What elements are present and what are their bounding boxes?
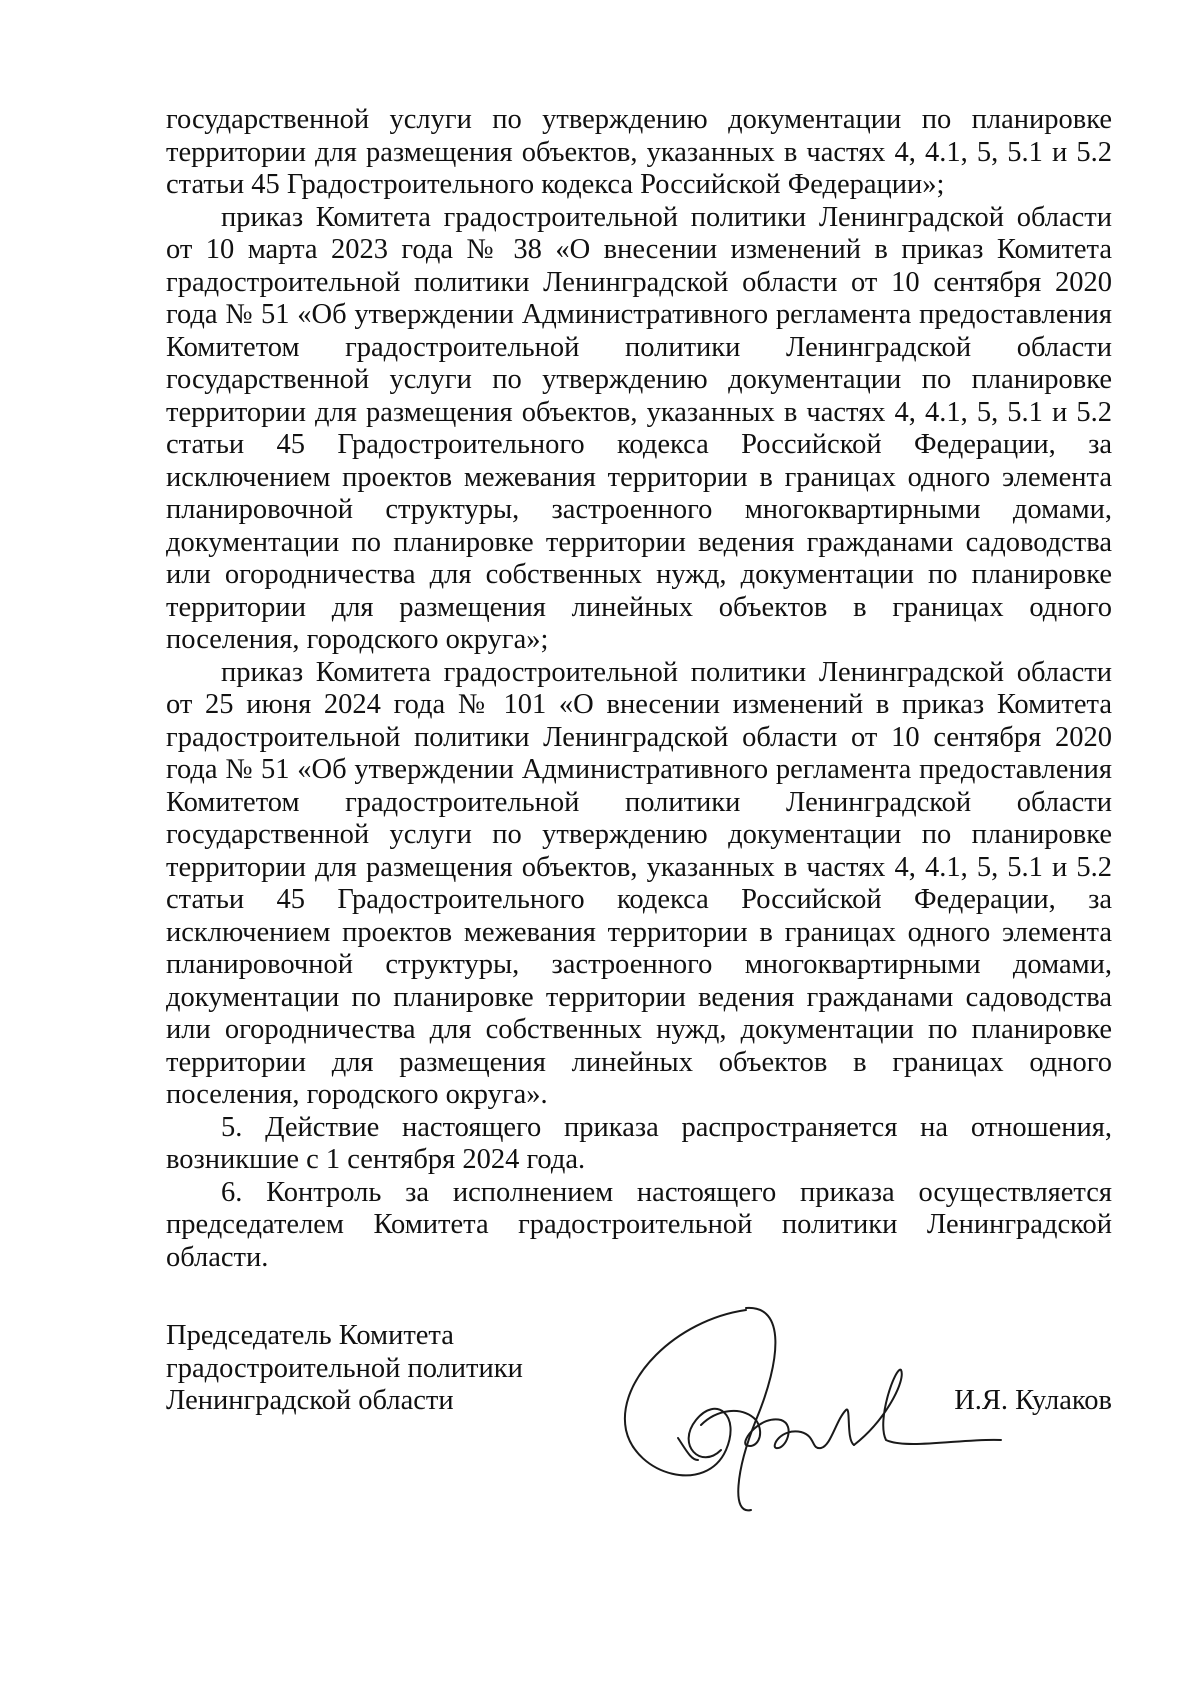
- signer-title-line: Ленинградской области: [166, 1385, 454, 1416]
- signature-block: [166, 1320, 1112, 1500]
- signer-title-line: Председатель Комитета: [166, 1320, 454, 1351]
- paragraph-item-5: 5. Действие настоящего приказа распространяется на отношения, возникшие с 1 сентября 2024 года.: [166, 1111, 1112, 1175]
- paragraph-order-2023: приказ Комитета градостроительной политики Ленинградской области от 10 марта 2023 года № 38 «О внесении изменений в приказ Комитета градостроительной политики Ленинградской области от 10 сентября 2020 года № 51 «Об утверждении Административного регламента предоставления Комитетом градостроительной политики Ленинградской области государственной услуги по утверждению документации по планировке территории для размещения объектов, указанных в частях 4, 4.1, 5, 5.1 и 5.2 статьи 45 Градостроительного кодекса Российской Федерации, за исключением проектов межевания территории в границах одного элемента планировочной структуры, застроенного многоквартирными домами, документации по планировке территории ведения гражданами садоводства или огородничества для собственных нужд, документации по планировке территории для размещения линейных объектов в границах одного поселения, городского округа»;: [166, 201, 1112, 655]
- signer-name: И.Я. Кулаков: [954, 1385, 1112, 1416]
- signer-title: [166, 1320, 523, 1418]
- paragraph-order-2024: приказ Комитета градостроительной политики Ленинградской области от 25 июня 2024 года № 101 «О внесении изменений в приказ Комитета градостроительной политики Ленинградской области от 10 сентября 2020 года № 51 «Об утверждении Административного регламента предоставления Комитетом градостроительной политики Ленинградской области государственной услуги по утверждению документации по планировке территории для размещения объектов, указанных в частях 4, 4.1, 5, 5.1 и 5.2 статьи 45 Градостроительного кодекса Российской Федерации, за исключением проектов межевания территории в границах одного элемента планировочной структуры, застроенного многоквартирными домами, документации по планировке территории ведения гражданами садоводства или огородничества для собственных нужд, документации по планировке территории для размещения линейных объектов в границах одного поселения, городского округа».: [166, 656, 1112, 1110]
- document-body: [166, 104, 1112, 1274]
- signer-title-line: градостроительной политики: [166, 1352, 523, 1384]
- paragraph-item-6: 6. Контроль за исполнением настоящего приказа осуществляется председателем Комитета градостроительной политики Ленинградской области.: [166, 1176, 1112, 1273]
- paragraph-continuation: государственной услуги по утверждению документации по планировке территории для размещения объектов, указанных в частях 4, 4.1, 5, 5.1 и 5.2 статьи 45 Градостроительного кодекса Российской Федерации»;: [166, 104, 1112, 200]
